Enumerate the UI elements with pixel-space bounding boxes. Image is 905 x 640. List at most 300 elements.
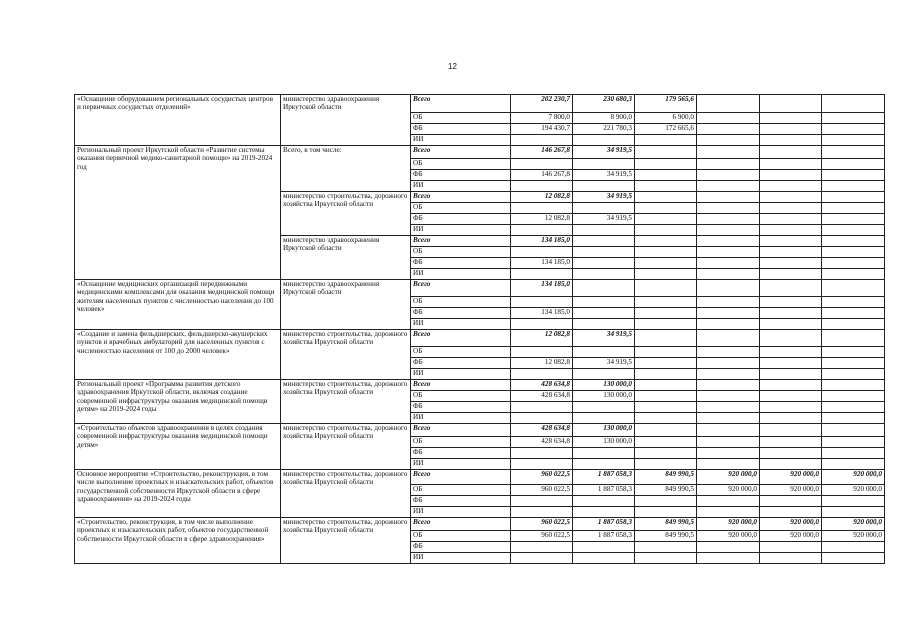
amount-cell: 849 990,5 — [635, 485, 697, 496]
amount-cell: 920 000,0 — [697, 485, 760, 496]
amount-cell — [697, 192, 760, 203]
amount-cell — [573, 181, 635, 192]
amount-cell: 146 267,8 — [511, 170, 573, 181]
amount-cell — [573, 203, 635, 214]
amount-cell — [760, 391, 822, 402]
amount-cell: 134 185,0 — [511, 236, 573, 247]
amount-cell — [760, 319, 822, 330]
amount-cell — [511, 181, 573, 192]
amount-cell — [511, 269, 573, 280]
amount-cell — [511, 347, 573, 358]
amount-cell — [573, 553, 635, 564]
amount-cell — [822, 330, 885, 347]
table-row — [75, 518, 885, 531]
amount-cell — [573, 542, 635, 553]
funding-source-label: Всего — [411, 192, 511, 203]
executor-cell: министерство строительства, дорожного хозяйства Иркутской области — [281, 518, 411, 564]
amount-cell — [573, 459, 635, 470]
amount-cell — [822, 170, 885, 181]
amount-cell — [635, 437, 697, 448]
page-number: 12 — [448, 62, 457, 71]
amount-cell — [511, 203, 573, 214]
amount-cell: 920 000,0 — [760, 485, 822, 496]
amount-cell — [573, 258, 635, 269]
amount-cell: 130 000,0 — [573, 391, 635, 402]
section-name: «Оснащение медицинских организаций передвижными медицинскими комплексами для оказания медицинской помощи жителям населенных пунктов с численностью населения до 100 человек» — [75, 280, 281, 330]
funding-source-label: ФБ — [411, 214, 511, 225]
amount-cell — [822, 236, 885, 247]
amount-cell — [697, 170, 760, 181]
amount-cell: 920 000,0 — [822, 485, 885, 496]
amount-cell — [697, 391, 760, 402]
amount-cell — [635, 369, 697, 380]
amount-cell: 221 780,3 — [573, 124, 635, 135]
amount-cell — [760, 369, 822, 380]
amount-cell — [760, 124, 822, 135]
amount-cell — [635, 319, 697, 330]
funding-source-label: Всего — [411, 330, 511, 347]
amount-cell — [697, 247, 760, 258]
section-name: Основное мероприятие «Строительство, реконструкция, в том числе выполнение проектных и изыскательских работ, объектов государственной собственности Иркутской области в сфере здравоохранения» на 2019-2024 годы — [75, 470, 281, 518]
amount-cell — [697, 413, 760, 424]
amount-cell — [511, 413, 573, 424]
amount-cell — [573, 225, 635, 236]
amount-cell — [822, 542, 885, 553]
amount-cell: 202 230,7 — [511, 95, 573, 113]
amount-cell: 920 000,0 — [822, 531, 885, 542]
amount-cell — [760, 159, 822, 170]
amount-cell: 130 000,0 — [573, 424, 635, 437]
amount-cell — [697, 459, 760, 470]
amount-cell — [760, 280, 822, 297]
amount-cell — [697, 135, 760, 146]
table-row — [75, 146, 885, 159]
amount-cell — [697, 369, 760, 380]
funding-source-label: ОБ — [411, 203, 511, 214]
amount-cell — [760, 358, 822, 369]
funding-source-label: ФБ — [411, 496, 511, 507]
amount-cell — [511, 369, 573, 380]
amount-cell: 920 000,0 — [822, 518, 885, 531]
amount-cell — [697, 159, 760, 170]
funding-source-label: Всего — [411, 280, 511, 297]
amount-cell: 849 990,5 — [635, 518, 697, 531]
amount-cell — [697, 203, 760, 214]
amount-cell — [697, 297, 760, 308]
amount-cell — [697, 236, 760, 247]
amount-cell — [635, 214, 697, 225]
executor-cell: министерство здравоохранения Иркутской области — [281, 236, 411, 280]
amount-cell — [511, 225, 573, 236]
executor-cell: министерство строительства, дорожного хозяйства Иркутской области — [281, 192, 411, 236]
amount-cell — [697, 146, 760, 159]
amount-cell: 12 082,8 — [511, 358, 573, 369]
amount-cell — [511, 496, 573, 507]
amount-cell: 130 000,0 — [573, 437, 635, 448]
funding-source-label: Всего — [411, 518, 511, 531]
amount-cell — [760, 170, 822, 181]
amount-cell: 12 082,8 — [511, 192, 573, 203]
amount-cell — [511, 542, 573, 553]
amount-cell — [573, 507, 635, 518]
funding-source-label: ОБ — [411, 113, 511, 124]
funding-source-label: Всего — [411, 146, 511, 159]
amount-cell: 34 919,5 — [573, 330, 635, 347]
section-name: «Строительство, реконструкция, в том числе выполнение проектных и изыскательских работ, объектов государственной собственности Иркутской области в сфере здравоохранения» — [75, 518, 281, 564]
amount-cell: 7 800,0 — [511, 113, 573, 124]
amount-cell: 920 000,0 — [697, 470, 760, 485]
amount-cell — [573, 402, 635, 413]
amount-cell — [822, 159, 885, 170]
amount-cell — [697, 553, 760, 564]
amount-cell — [573, 448, 635, 459]
amount-cell — [635, 358, 697, 369]
amount-cell — [822, 459, 885, 470]
amount-cell — [760, 146, 822, 159]
amount-cell — [822, 347, 885, 358]
funding-source-label: ИИ — [411, 413, 511, 424]
amount-cell: 1 887 058,3 — [573, 531, 635, 542]
amount-cell — [760, 424, 822, 437]
amount-cell: 428 634,8 — [511, 437, 573, 448]
amount-cell — [760, 203, 822, 214]
amount-cell — [760, 297, 822, 308]
amount-cell: 130 000,0 — [573, 380, 635, 391]
amount-cell — [573, 369, 635, 380]
table-row — [75, 280, 885, 297]
amount-cell — [573, 308, 635, 319]
amount-cell — [511, 507, 573, 518]
section-name: «Строительство объектов здравоохранения в целях создания современной инфраструктуры оказания медицинской помощи детям» — [75, 424, 281, 470]
amount-cell — [635, 159, 697, 170]
amount-cell — [511, 319, 573, 330]
amount-cell — [822, 448, 885, 459]
amount-cell — [573, 135, 635, 146]
amount-cell — [635, 448, 697, 459]
amount-cell — [511, 402, 573, 413]
amount-cell: 920 000,0 — [760, 470, 822, 485]
amount-cell — [822, 95, 885, 113]
executor-cell: министерство здравоохранения Иркутской области — [281, 95, 411, 146]
amount-cell — [822, 437, 885, 448]
amount-cell: 1 887 058,3 — [573, 470, 635, 485]
executor-cell: министерство строительства, дорожного хозяйства Иркутской области — [281, 330, 411, 380]
amount-cell: 920 000,0 — [697, 518, 760, 531]
amount-cell — [822, 247, 885, 258]
funding-source-label: Всего — [411, 424, 511, 437]
funding-source-label: ФБ — [411, 258, 511, 269]
amount-cell — [697, 437, 760, 448]
amount-cell: 34 919,5 — [573, 170, 635, 181]
amount-cell: 179 565,6 — [635, 95, 697, 113]
amount-cell — [760, 236, 822, 247]
section-name: «Создание и замена фельдшерских, фельдшерско-акушерских пунктов и врачебных амбулаторий для населенных пунктов с численностью населения от 100 до 2000 человек» — [75, 330, 281, 380]
amount-cell — [822, 319, 885, 330]
amount-cell: 134 185,0 — [511, 258, 573, 269]
amount-cell: 428 634,8 — [511, 391, 573, 402]
funding-source-label: Всего — [411, 380, 511, 391]
executor-cell: министерство строительства, дорожного хозяйства Иркутской области — [281, 470, 411, 518]
amount-cell — [635, 553, 697, 564]
amount-cell: 1 887 058,3 — [573, 485, 635, 496]
amount-cell — [697, 424, 760, 437]
amount-cell: 6 900,0 — [635, 113, 697, 124]
amount-cell — [822, 258, 885, 269]
amount-cell — [573, 413, 635, 424]
section-name: Региональный проект «Программа развития детского здравоохранения Иркутской области, включая создание современной инфраструктуры оказания медицинской помощи детям» на 2019-2024 годы — [75, 380, 281, 424]
executor-cell: министерство здравоохранения Иркутской области — [281, 280, 411, 330]
amount-cell — [635, 380, 697, 391]
amount-cell — [635, 402, 697, 413]
amount-cell — [511, 159, 573, 170]
amount-cell — [760, 135, 822, 146]
amount-cell — [635, 247, 697, 258]
amount-cell — [760, 247, 822, 258]
amount-cell: 194 430,7 — [511, 124, 573, 135]
amount-cell: 146 267,8 — [511, 146, 573, 159]
amount-cell — [760, 347, 822, 358]
amount-cell — [635, 170, 697, 181]
amount-cell — [697, 280, 760, 297]
funding-source-label: ФБ — [411, 170, 511, 181]
amount-cell — [573, 347, 635, 358]
table-row — [75, 95, 885, 113]
amount-cell — [760, 225, 822, 236]
amount-cell — [635, 181, 697, 192]
amount-cell — [697, 507, 760, 518]
amount-cell — [635, 330, 697, 347]
amount-cell: 428 634,8 — [511, 424, 573, 437]
section-name: Региональный проект Иркутской области «Развитие системы оказания первичной медико-санитарной помощи» на 2019-2024 год — [75, 146, 281, 280]
executor-cell: министерство строительства, дорожного хозяйства Иркутской области — [281, 424, 411, 470]
amount-cell — [822, 146, 885, 159]
funding-source-label: Всего — [411, 470, 511, 485]
amount-cell — [697, 308, 760, 319]
amount-cell — [697, 214, 760, 225]
amount-cell — [822, 280, 885, 297]
executor-cell: Всего, в том числе: — [281, 146, 411, 192]
amount-cell — [635, 269, 697, 280]
amount-cell — [760, 437, 822, 448]
funding-source-label: ИИ — [411, 225, 511, 236]
amount-cell — [822, 308, 885, 319]
amount-cell — [635, 459, 697, 470]
funding-source-label: ФБ — [411, 448, 511, 459]
amount-cell — [697, 225, 760, 236]
amount-cell — [697, 380, 760, 391]
amount-cell — [822, 113, 885, 124]
amount-cell: 960 022,5 — [511, 518, 573, 531]
amount-cell — [697, 330, 760, 347]
funding-source-label: ИИ — [411, 507, 511, 518]
funding-source-label: ИИ — [411, 369, 511, 380]
amount-cell — [760, 214, 822, 225]
amount-cell: 8 900,0 — [573, 113, 635, 124]
amount-cell: 1 887 058,3 — [573, 518, 635, 531]
amount-cell — [697, 358, 760, 369]
amount-cell — [697, 402, 760, 413]
amount-cell — [697, 124, 760, 135]
amount-cell: 920 000,0 — [822, 470, 885, 485]
amount-cell — [822, 124, 885, 135]
amount-cell — [760, 192, 822, 203]
amount-cell: 34 919,5 — [573, 358, 635, 369]
funding-source-label: ФБ — [411, 402, 511, 413]
amount-cell — [822, 269, 885, 280]
amount-cell — [697, 95, 760, 113]
amount-cell — [760, 413, 822, 424]
amount-cell — [635, 507, 697, 518]
amount-cell — [511, 247, 573, 258]
amount-cell — [822, 214, 885, 225]
amount-cell — [697, 542, 760, 553]
amount-cell — [760, 542, 822, 553]
funding-source-label: ИИ — [411, 269, 511, 280]
amount-cell — [760, 402, 822, 413]
amount-cell — [635, 424, 697, 437]
amount-cell: 34 919,5 — [573, 214, 635, 225]
amount-cell — [760, 95, 822, 113]
amount-cell — [635, 236, 697, 247]
amount-cell — [635, 496, 697, 507]
funding-source-label: ОБ — [411, 391, 511, 402]
amount-cell: 230 680,3 — [573, 95, 635, 113]
funding-source-label: ФБ — [411, 358, 511, 369]
amount-cell — [573, 247, 635, 258]
amount-cell — [635, 192, 697, 203]
amount-cell — [635, 135, 697, 146]
section-name: «Оснащение оборудованием региональных сосудистых центров и первичных сосудистых отделений» — [75, 95, 281, 146]
amount-cell: 849 990,5 — [635, 531, 697, 542]
funding-source-label: ИИ — [411, 181, 511, 192]
amount-cell — [635, 413, 697, 424]
funding-source-label: ФБ — [411, 124, 511, 135]
amount-cell: 920 000,0 — [760, 518, 822, 531]
amount-cell — [511, 448, 573, 459]
amount-cell — [760, 308, 822, 319]
amount-cell — [822, 203, 885, 214]
amount-cell — [697, 448, 760, 459]
funding-source-label: ОБ — [411, 531, 511, 542]
amount-cell: 920 000,0 — [760, 531, 822, 542]
amount-cell — [760, 459, 822, 470]
amount-cell — [822, 225, 885, 236]
amount-cell: 134 185,0 — [511, 308, 573, 319]
amount-cell: 34 919,5 — [573, 192, 635, 203]
table-row — [75, 424, 885, 437]
amount-cell — [822, 297, 885, 308]
funding-source-label: ОБ — [411, 159, 511, 170]
amount-cell — [697, 181, 760, 192]
funding-source-label: ФБ — [411, 542, 511, 553]
amount-cell — [697, 319, 760, 330]
funding-source-label: Всего — [411, 95, 511, 113]
amount-cell — [760, 553, 822, 564]
funding-source-label: ИИ — [411, 135, 511, 146]
amount-cell — [635, 297, 697, 308]
amount-cell — [635, 308, 697, 319]
amount-cell — [822, 135, 885, 146]
amount-cell — [635, 280, 697, 297]
amount-cell — [822, 358, 885, 369]
amount-cell — [760, 496, 822, 507]
amount-cell — [635, 146, 697, 159]
table-row — [75, 330, 885, 347]
amount-cell — [760, 258, 822, 269]
amount-cell — [822, 391, 885, 402]
funding-source-label: ИИ — [411, 553, 511, 564]
amount-cell: 12 082,8 — [511, 214, 573, 225]
funding-source-label: ОБ — [411, 485, 511, 496]
budget-table — [74, 94, 885, 564]
amount-cell: 920 000,0 — [697, 531, 760, 542]
table-row — [75, 470, 885, 485]
amount-cell — [573, 496, 635, 507]
amount-cell — [635, 258, 697, 269]
amount-cell — [822, 369, 885, 380]
amount-cell — [822, 424, 885, 437]
amount-cell — [573, 280, 635, 297]
amount-cell — [760, 113, 822, 124]
amount-cell — [511, 459, 573, 470]
amount-cell — [822, 402, 885, 413]
amount-cell — [697, 269, 760, 280]
funding-source-label: Всего — [411, 236, 511, 247]
amount-cell — [760, 507, 822, 518]
amount-cell — [573, 159, 635, 170]
executor-cell: министерство строительства, дорожного хозяйства Иркутской области — [281, 380, 411, 424]
funding-source-label: ИИ — [411, 459, 511, 470]
amount-cell — [822, 553, 885, 564]
amount-cell: 34 919,5 — [573, 146, 635, 159]
amount-cell — [573, 269, 635, 280]
amount-cell — [760, 380, 822, 391]
amount-cell: 960 022,5 — [511, 470, 573, 485]
funding-source-label: ОБ — [411, 437, 511, 448]
funding-source-label: ОБ — [411, 347, 511, 358]
amount-cell: 172 665,6 — [635, 124, 697, 135]
amount-cell: 960 022,5 — [511, 485, 573, 496]
table-row — [75, 380, 885, 391]
amount-cell — [822, 496, 885, 507]
amount-cell — [511, 553, 573, 564]
amount-cell — [573, 236, 635, 247]
amount-cell — [573, 319, 635, 330]
amount-cell — [511, 297, 573, 308]
funding-source-label: ОБ — [411, 247, 511, 258]
amount-cell — [697, 347, 760, 358]
amount-cell — [822, 192, 885, 203]
amount-cell — [573, 297, 635, 308]
amount-cell — [511, 135, 573, 146]
amount-cell: 134 185,0 — [511, 280, 573, 297]
amount-cell — [697, 258, 760, 269]
funding-source-label: ИИ — [411, 319, 511, 330]
amount-cell — [697, 496, 760, 507]
amount-cell — [635, 225, 697, 236]
amount-cell: 428 634,8 — [511, 380, 573, 391]
amount-cell — [822, 181, 885, 192]
amount-cell — [760, 181, 822, 192]
amount-cell — [822, 507, 885, 518]
amount-cell — [822, 413, 885, 424]
amount-cell: 12 082,8 — [511, 330, 573, 347]
amount-cell — [635, 542, 697, 553]
amount-cell — [635, 347, 697, 358]
amount-cell: 849 990,5 — [635, 470, 697, 485]
amount-cell — [635, 203, 697, 214]
funding-source-label: ОБ — [411, 297, 511, 308]
